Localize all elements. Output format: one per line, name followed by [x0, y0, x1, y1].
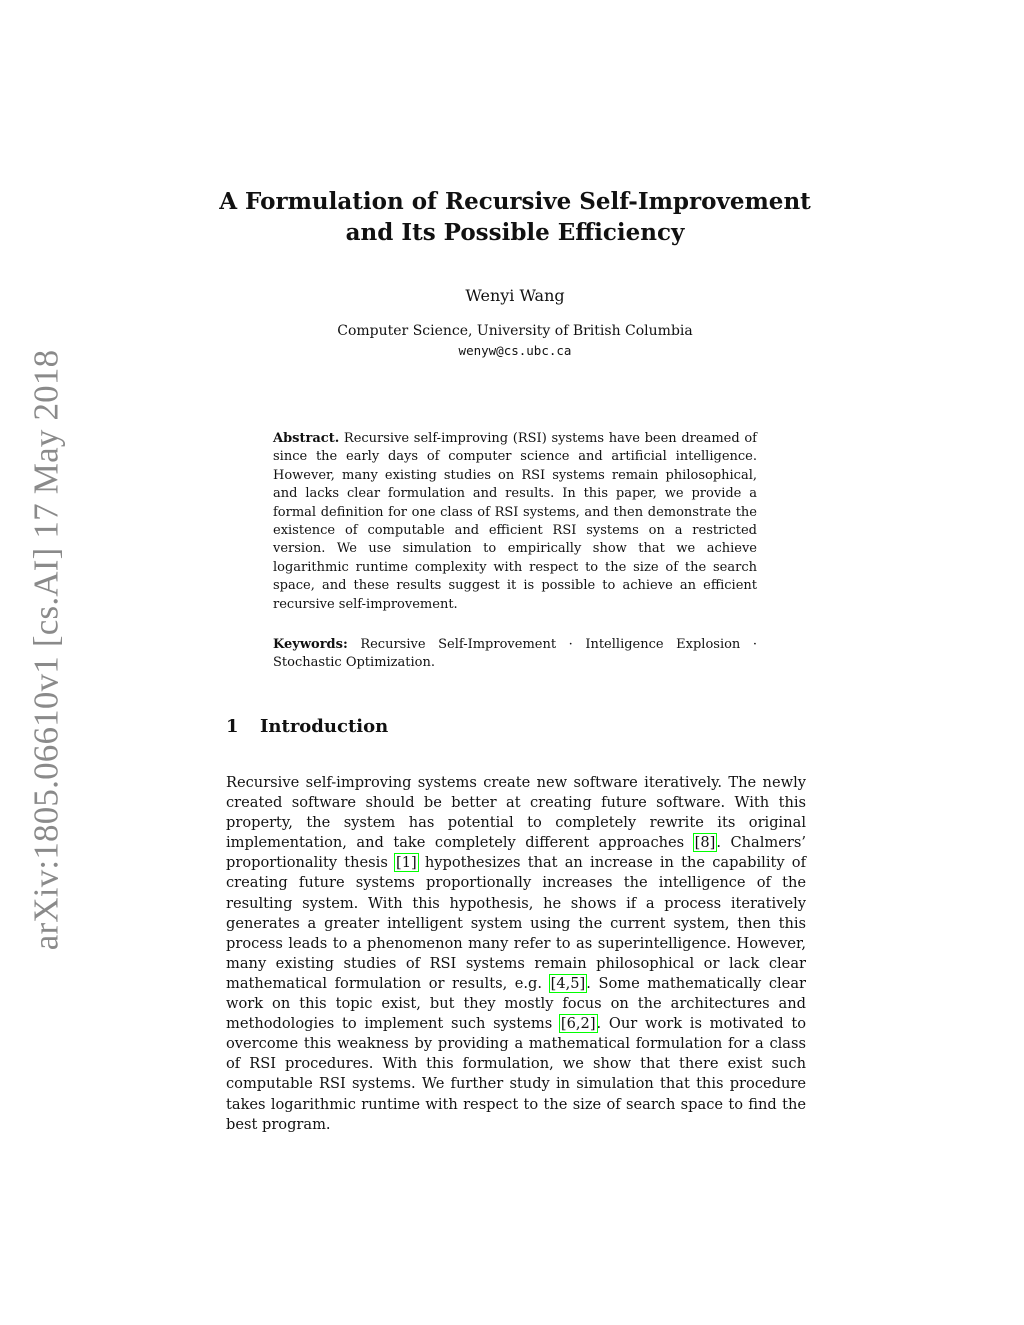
author-affiliation-block [200, 322, 830, 360]
intro-text-2: . Chalmers’ proportionality thesis [226, 834, 807, 872]
introduction-paragraph [226, 773, 806, 1135]
abstract [273, 430, 757, 614]
paper-title-line-2: and Its Possible Efficiency [345, 219, 685, 246]
arxiv-identifier: arXiv:1805.06610v1 [cs.AI] 17 May 2018 [26, 349, 66, 951]
author-email[interactable]: wenyw@cs.ubc.ca [458, 343, 572, 358]
abstract-text: Recursive self-improving (RSI) systems have been dreamed of since the early days of computer science and artificial intelligence. However, many existing studies on RSI systems remain philosophical, and lacks clear formulation and results. In this paper, we provide a formal definition for one class of RSI systems, and then demonstrate the existence of computable and efficient RSI systems on a restricted version. We use simulation to empirically show that we achieve logarithmic runtime complexity with respect to the size of the search space, and these results suggest it is possible to achieve an efficient recursive self-improvement. [273, 431, 757, 612]
section-number: 1 [226, 716, 239, 737]
intro-text-4: . Some mathematically clear work on this topic exist, but they mostly focus on the architectures and methodologies to implement such systems [226, 974, 806, 1033]
intro-text-5: . Our work is motivated to overcome this weakness by providing a mathematical formulation for a class of RSI procedures. With this formulation, we show that there exist such computable RSI systems. We further study in simulation that this procedure takes logarithmic runtime with respect to the size of search space to find the best program. [226, 1015, 806, 1133]
citation-link-6-2[interactable]: [6,2] [560, 1015, 596, 1033]
intro-text-1: Recursive self-improving systems create new software iteratively. The newly created software should be better at creating future software. With this property, the system has potential to completely rewrite its original implementation, and take completely different approaches [226, 774, 806, 852]
keywords-label: Keywords: [273, 637, 348, 652]
paper-title-line-1: A Formulation of Recursive Self-Improvement [219, 188, 811, 215]
abstract-label: Abstract. [273, 431, 340, 446]
citation-link-4-5[interactable]: [4,5] [550, 974, 586, 992]
author-name: Wenyi Wang [465, 286, 565, 305]
section-heading-introduction [226, 716, 388, 737]
affiliation: Computer Science, University of British Columbia [337, 323, 693, 339]
keywords [273, 636, 757, 673]
arxiv-sidebar-stamp [26, 350, 66, 950]
keywords-text: Recursive Self-Improvement · Intelligence Explosion · Stochastic Optimization. [273, 637, 757, 671]
citation-link-8[interactable]: [8] [694, 834, 716, 852]
section-title: Introduction [260, 716, 389, 737]
citation-link-1[interactable]: [1] [396, 854, 417, 872]
intro-text-3: hypothesizes that an increase in the capability of creating future systems proportionally increases the intelligence of the resulting system. With this hypothesis, he shows if a process iteratively generates a greater intelligent system using the current system, then this process leads to a phenomenon many refer to as superintelligence. However, many existing studies of RSI systems remain philosophical or lack clear mathematical formulation or results, e.g. [226, 854, 806, 992]
paper-title [200, 186, 830, 248]
